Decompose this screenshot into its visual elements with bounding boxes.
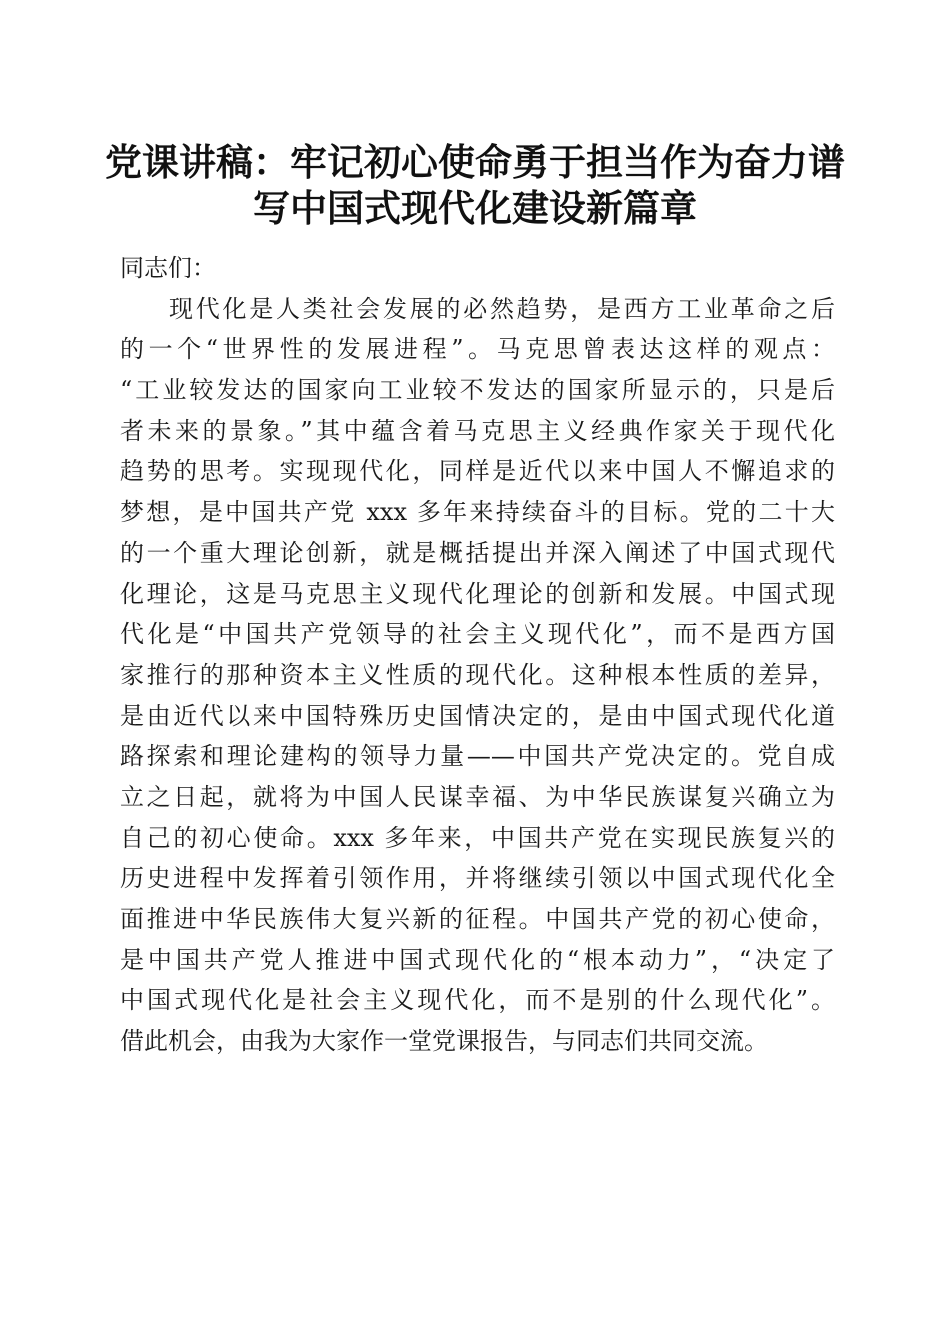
paragraph-line: 自己的初心使命。xxx 多年来，中国共产党在实现民族复兴的 [120,823,835,852]
title-line-2: 写中国式现代化建设新篇章 [253,186,697,230]
paragraph-line: 趋势的思考。实现现代化，同样是近代以来中国人不懈追求的 [120,457,835,486]
paragraph-line: 化理论，这是马克思主义现代化理论的创新和发展。中国式现 [120,579,835,608]
title-line-1: 党课讲稿：牢记初心使命勇于担当作为奋力谱 [105,140,845,184]
paragraph-line: 中国式现代化是社会主义现代化，而不是别的什么现代化”。 [120,986,835,1015]
paragraph-line: 家推行的那种资本主义性质的现代化。这种根本性质的差异， [120,660,835,689]
paragraph-line: 现代化是人类社会发展的必然趋势，是西方工业革命之后 [169,294,835,323]
paragraph-line: 的一个“世界性的发展进程”。马克思曾表达这样的观点： [120,335,835,364]
paragraph-line: 面推进中华民族伟大复兴新的征程。中国共产党的初心使命， [120,905,835,933]
paragraph-line: “工业较发达的国家向工业较不发达的国家所显示的，只是后 [120,376,835,405]
paragraph-line: 历史进程中发挥着引领作用，并将继续引领以中国式现代化全 [120,864,835,893]
document-body [120,248,835,1062]
paragraph-line: 借此机会，由我为大家作一堂党课报告，与同志们共同交流。 [120,1027,768,1056]
paragraph-line: 梦想，是中国共产党 xxx 多年来持续奋斗的目标。党的二十大 [120,498,835,527]
paragraph-line: 立之日起，就将为中国人民谋幸福、为中华民族谋复兴确立为 [120,782,835,811]
document-title [100,139,850,231]
paragraph-line: 的一个重大理论创新，就是概括提出并深入阐述了中国式现代 [120,538,835,567]
paragraph-line: 代化是“中国共产党领导的社会主义现代化”，而不是西方国 [120,620,835,649]
paragraph-line: 路探索和理论建构的领导力量——中国共产党决定的。党自成 [120,742,835,771]
paragraph-line: 是由近代以来中国特殊历史国情决定的，是由中国式现代化道 [120,701,835,730]
greeting: 同志们： [120,254,216,282]
paragraph-line: 者未来的景象。”其中蕴含着马克思主义经典作家关于现代化 [120,416,835,445]
paragraph-line: 是中国共产党人推进中国式现代化的“根本动力”，“决定了 [120,945,835,974]
